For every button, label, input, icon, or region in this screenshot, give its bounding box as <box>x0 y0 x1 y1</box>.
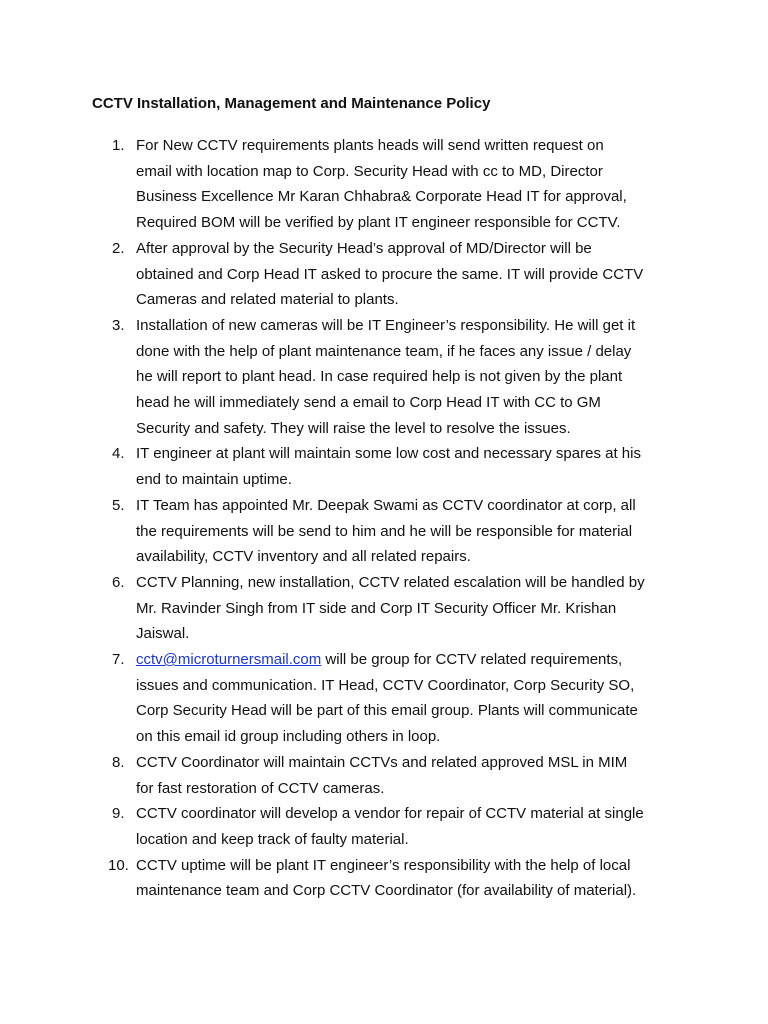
item-text-line: IT engineer at plant will maintain some low cost and necessary spares at his <box>136 445 641 463</box>
item-number: 7. <box>112 651 125 669</box>
list-item <box>92 570 692 647</box>
item-number: 2. <box>112 239 125 257</box>
item-text-line: For New CCTV requirements plants heads will send written request on <box>136 137 604 154</box>
item-text-line: maintenance team and Corp CCTV Coordinator (for availability of material). <box>136 882 637 900</box>
list-item <box>92 441 692 492</box>
item-text-line: the requirements will be send to him and he will be responsible for material <box>136 522 633 540</box>
page-title: CCTV Installation, Management and Maintenance Policy <box>92 95 491 112</box>
item-text-line: After approval by the Security Head’s approval of MD/Director will be <box>136 239 592 257</box>
item-text-line: IT Team has appointed Mr. Deepak Swami as CCTV coordinator at corp, all <box>136 496 636 514</box>
item-text-line: Cameras and related material to plants. <box>136 291 399 309</box>
item-number: 5. <box>112 496 125 514</box>
item-text-line: Security and safety. They will raise the level to resolve the issues. <box>136 419 571 437</box>
list-item <box>92 647 692 750</box>
policy-list <box>92 133 692 904</box>
item-text-line: end to maintain uptime. <box>136 471 292 489</box>
item-text-line: obtained and Corp Head IT asked to procure the same. IT will provide CCTV <box>136 265 644 283</box>
item-text-line: on this email id group including others in loop. <box>136 728 441 746</box>
item-text-line: email with location map to Corp. Security Head with cc to MD, Director <box>136 162 603 180</box>
item-text-line: issues and communication. IT Head, CCTV Coordinator, Corp Security SO, <box>136 676 635 694</box>
list-item <box>92 313 692 442</box>
item-text-line: Installation of new cameras will be IT Engineer’s responsibility. He will get it <box>136 316 636 334</box>
list-item <box>92 236 692 313</box>
item-text-line: he will report to plant head. In case required help is not given by the plant <box>136 368 623 386</box>
item-text-line: Corp Security Head will be part of this email group. Plants will communicate <box>136 702 638 720</box>
item-number: 9. <box>112 805 125 823</box>
list-item <box>92 750 692 801</box>
item-text-line: Jaiswal. <box>136 625 190 643</box>
item-text-line: location and keep track of faulty material. <box>136 830 409 848</box>
item-number: 3. <box>112 316 125 334</box>
item-number: 4. <box>112 445 125 463</box>
item-text-line: CCTV Coordinator will maintain CCTVs and related approved MSL in MIM <box>136 753 628 771</box>
item-text-line: Mr. Ravinder Singh from IT side and Corp IT Security Officer Mr. Krishan <box>136 599 617 617</box>
list-item <box>92 801 692 852</box>
item-text-line: Business Excellence Mr Karan Chhabra& Corporate Head IT for approval, <box>136 188 627 206</box>
item-text-line: for fast restoration of CCTV cameras. <box>136 779 385 797</box>
item-text-line: done with the help of plant maintenance team, if he faces any issue / delay <box>136 342 632 360</box>
item-text-line: CCTV Planning, new installation, CCTV related escalation will be handled by <box>136 573 645 591</box>
list-item <box>92 853 692 904</box>
item-number: 8. <box>112 753 125 771</box>
list-item <box>92 133 692 236</box>
item-text-line: CCTV coordinator will develop a vendor for repair of CCTV material at single <box>136 805 644 823</box>
item-text-line: availability, CCTV inventory and all related repairs. <box>136 548 471 566</box>
item-number: 6. <box>112 573 125 591</box>
item-text-line: CCTV uptime will be plant IT engineer’s responsibility with the help of local <box>136 856 631 874</box>
email-link[interactable]: cctv@microturnersmail.com <box>136 651 322 669</box>
item-text-line: Required BOM will be verified by plant IT engineer responsible for CCTV. <box>136 214 621 232</box>
item-text-fragment: will be group for CCTV related requirements, <box>321 651 623 669</box>
item-text-line: head he will immediately send a email to Corp Head IT with CC to GM <box>136 394 601 412</box>
item-number: 1. <box>112 137 125 154</box>
item-text-line <box>136 647 692 673</box>
item-number: 10. <box>108 856 129 874</box>
list-item <box>92 493 692 570</box>
